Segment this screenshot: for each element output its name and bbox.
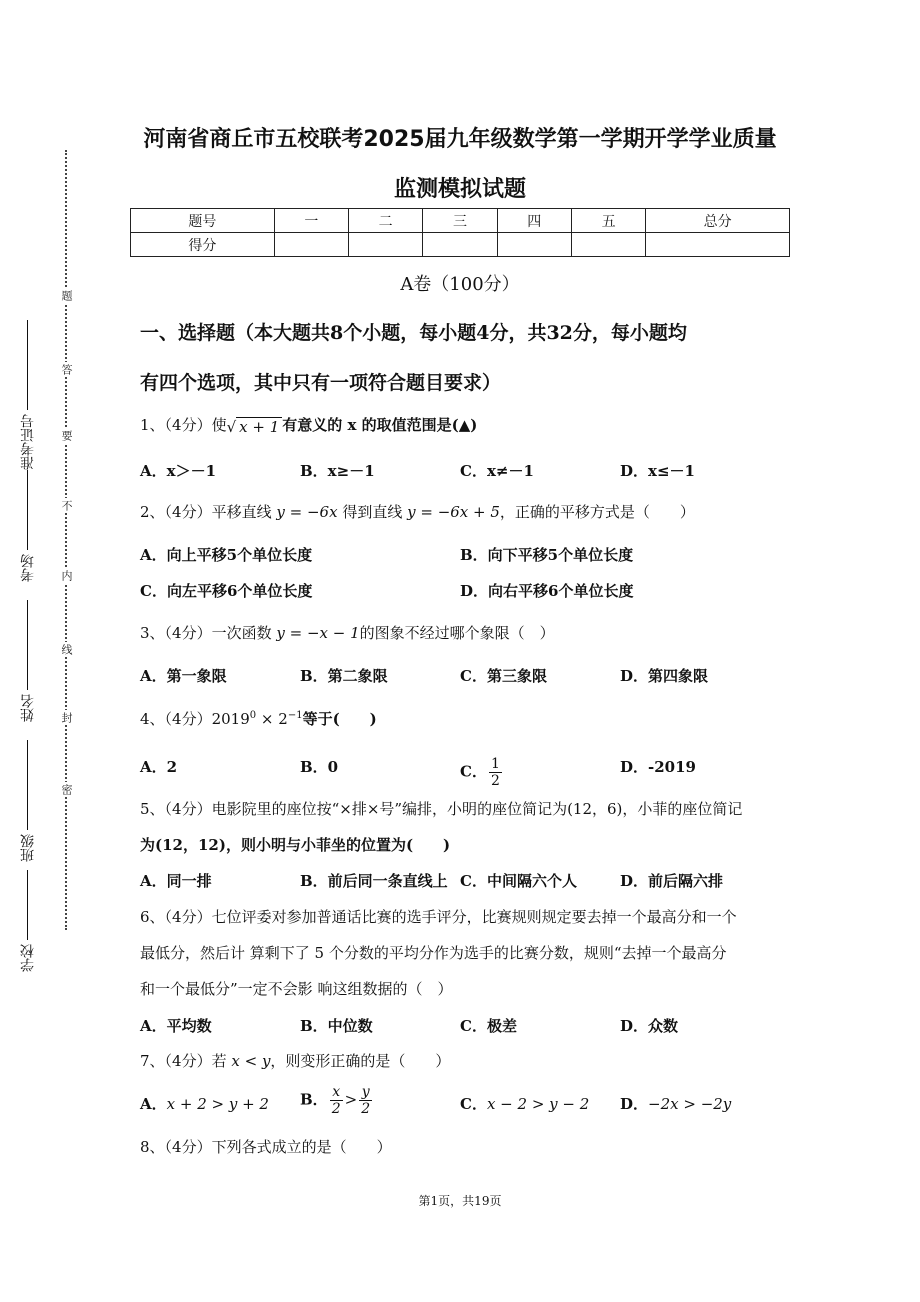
score-header-cell: 题号 bbox=[131, 209, 275, 233]
question-5-line1: 5、（4分）电影院里的座位按“×排×号”编排，小明的座位简记为(12，6)，小菲的座位简记 bbox=[140, 800, 743, 818]
margin-field-label: 姓名 bbox=[20, 694, 36, 722]
question-text: 等于( ) bbox=[302, 710, 377, 728]
seal-char: 线 bbox=[60, 644, 73, 655]
option-d: D．众数 bbox=[620, 1017, 679, 1035]
math-expression: −2x > −2y bbox=[648, 1095, 732, 1113]
fraction-denominator: 2 bbox=[331, 1101, 341, 1117]
margin-field-label: 准考证号 bbox=[20, 414, 36, 470]
question-text: 2、（4分）平移直线 bbox=[140, 503, 272, 521]
binding-dotted-line bbox=[65, 150, 67, 930]
question-3 bbox=[140, 622, 555, 643]
option-a: A．平均数 bbox=[140, 1017, 212, 1035]
option-d: D．前后隔六排 bbox=[620, 872, 724, 890]
question-6-line2: 最低分，然后计 算剩下了 5 个分数的平均分作为选手的比赛分数，规则“去掉一个最高分 bbox=[140, 944, 727, 962]
option-b: B．中位数 bbox=[300, 1017, 373, 1035]
fraction-denominator: 2 bbox=[490, 773, 500, 789]
fraction bbox=[359, 1084, 372, 1117]
seal-char: 内 bbox=[60, 570, 73, 581]
question-text: 4、（4分） bbox=[140, 710, 212, 728]
option-a: A．向上平移5个单位长度 bbox=[140, 546, 313, 564]
math-expression: x − 2 > y − 2 bbox=[486, 1095, 590, 1113]
radicand: x + 1 bbox=[236, 417, 282, 436]
question-6-line3: 和一个最低分”一定不会影 响这组数据的（ ） bbox=[140, 980, 453, 998]
score-header-cell: 总分 bbox=[646, 209, 790, 233]
math-base: 2019 bbox=[211, 710, 250, 728]
option-label: B． bbox=[300, 1090, 328, 1109]
option-b bbox=[300, 1084, 374, 1117]
page-footer: 第1页，共19页 bbox=[418, 1194, 502, 1208]
score-header-cell: 四 bbox=[497, 209, 571, 233]
question-5-line2: 为(12，12)，则小明与小菲坐的位置为( ) bbox=[140, 836, 451, 854]
math-operator: > bbox=[344, 1090, 358, 1109]
math-expression: x + 2 > y + 2 bbox=[166, 1095, 269, 1113]
score-cell bbox=[423, 233, 497, 257]
score-header-cell: 一 bbox=[274, 209, 348, 233]
option-a: A．同一排 bbox=[140, 872, 212, 890]
seal-char: 不 bbox=[60, 500, 73, 511]
math-exponent: −1 bbox=[287, 710, 303, 721]
section-a-heading: A卷（100分） bbox=[400, 274, 520, 295]
fraction-numerator: x bbox=[330, 1084, 343, 1101]
option-d: D．向右平移6个单位长度 bbox=[460, 582, 634, 600]
question-text: ，正确的平移方式是（ ） bbox=[499, 503, 695, 521]
question-text: 1、（4分）使 bbox=[140, 416, 227, 434]
option-a: A．第一象限 bbox=[140, 667, 227, 685]
sqrt-expression: √ x + 1 bbox=[227, 417, 283, 436]
option-d: D．x≤－1 bbox=[620, 462, 695, 480]
question-1 bbox=[140, 414, 477, 436]
question-6-line1: 6、（4分）七位评委对参加普通话比赛的选手评分，比赛规则规定要去掉一个最高分和一个 bbox=[140, 908, 737, 926]
score-row-label: 得分 bbox=[131, 233, 275, 257]
part1-heading-line1: 一、选择题（本大题共8个小题，每小题4分，共32分，每小题均 bbox=[140, 322, 687, 344]
score-cell bbox=[349, 233, 423, 257]
math-expression: y = −6x bbox=[276, 503, 338, 521]
option-label: A． bbox=[140, 1095, 167, 1113]
margin-field-exam-room bbox=[18, 470, 38, 582]
math-exponent: 0 bbox=[249, 710, 257, 721]
exam-title-line2: 监测模拟试题 bbox=[393, 177, 526, 202]
option-d bbox=[620, 1093, 731, 1114]
option-label: D． bbox=[620, 1095, 649, 1113]
score-cell bbox=[497, 233, 571, 257]
option-c bbox=[460, 1093, 589, 1114]
seal-char: 答 bbox=[60, 364, 73, 375]
question-text: 得到直线 bbox=[342, 503, 403, 521]
fraction-numerator: 1 bbox=[490, 756, 500, 772]
question-7 bbox=[140, 1050, 450, 1071]
margin-field-exam-number bbox=[18, 320, 38, 470]
margin-field-class bbox=[18, 740, 38, 862]
margin-field-label: 班级 bbox=[20, 834, 36, 862]
option-c: C．中间隔六个人 bbox=[460, 872, 577, 890]
option-a: A．x＞－1 bbox=[140, 462, 217, 480]
option-b: B．0 bbox=[300, 758, 339, 776]
option-a bbox=[140, 1093, 269, 1114]
question-4 bbox=[140, 708, 377, 729]
score-table-header-row bbox=[131, 209, 790, 233]
option-b: B．前后同一条直线上 bbox=[300, 872, 448, 890]
seal-char: 密 bbox=[60, 784, 73, 795]
question-text: ，则变形正确的是（ ） bbox=[270, 1052, 451, 1070]
math-expression: y = −x − 1 bbox=[276, 624, 360, 642]
score-table bbox=[130, 208, 790, 257]
exam-title-line1: 河南省商丘市五校联考2025届九年级数学第一学期开学学业质量 bbox=[143, 127, 777, 152]
option-c: C．第三象限 bbox=[460, 667, 547, 685]
option-c: C．向左平移6个单位长度 bbox=[140, 582, 313, 600]
seal-char: 封 bbox=[60, 712, 73, 723]
math-expression: x < y bbox=[231, 1052, 271, 1070]
question-text: 有意义的 x 的取值范围是(▲) bbox=[282, 416, 478, 434]
score-cell bbox=[646, 233, 790, 257]
question-8: 8、（4分）下列各式成立的是（ ） bbox=[140, 1138, 392, 1156]
margin-field-name bbox=[18, 600, 38, 722]
part1-heading-line2: 有四个选项，其中只有一项符合题目要求） bbox=[140, 372, 502, 394]
option-label: C． bbox=[460, 762, 487, 781]
option-b: B．x≥－1 bbox=[300, 462, 375, 480]
fraction bbox=[330, 1084, 343, 1117]
score-cell bbox=[274, 233, 348, 257]
option-c bbox=[460, 756, 504, 789]
option-b: B．向下平移5个单位长度 bbox=[460, 546, 634, 564]
margin-field-label: 考场 bbox=[20, 554, 36, 582]
margin-field-school bbox=[18, 870, 38, 972]
math-operator: × 2 bbox=[256, 710, 288, 728]
question-text: 7、（4分）若 bbox=[140, 1052, 227, 1070]
option-a: A．2 bbox=[140, 758, 178, 776]
seal-char: 题 bbox=[60, 290, 73, 301]
score-table-score-row bbox=[131, 233, 790, 257]
option-d: D．-2019 bbox=[620, 758, 696, 776]
option-d: D．第四象限 bbox=[620, 667, 709, 685]
fraction-numerator: y bbox=[359, 1084, 372, 1101]
option-b: B．第二象限 bbox=[300, 667, 388, 685]
math-expression: y = −6x + 5 bbox=[407, 503, 500, 521]
score-header-cell: 五 bbox=[571, 209, 645, 233]
option-c: C．x≠－1 bbox=[460, 462, 534, 480]
fraction-denominator: 2 bbox=[361, 1101, 371, 1117]
score-header-cell: 二 bbox=[349, 209, 423, 233]
question-2 bbox=[140, 501, 695, 522]
score-header-cell: 三 bbox=[423, 209, 497, 233]
option-label: C． bbox=[460, 1095, 487, 1113]
score-cell bbox=[571, 233, 645, 257]
question-text: 的图象不经过哪个象限（ ） bbox=[359, 624, 555, 642]
option-c: C．极差 bbox=[460, 1017, 517, 1035]
fraction bbox=[489, 756, 502, 789]
margin-field-label: 学校 bbox=[20, 944, 36, 972]
question-text: 3、（4分）一次函数 bbox=[140, 624, 272, 642]
seal-char: 要 bbox=[60, 430, 73, 441]
